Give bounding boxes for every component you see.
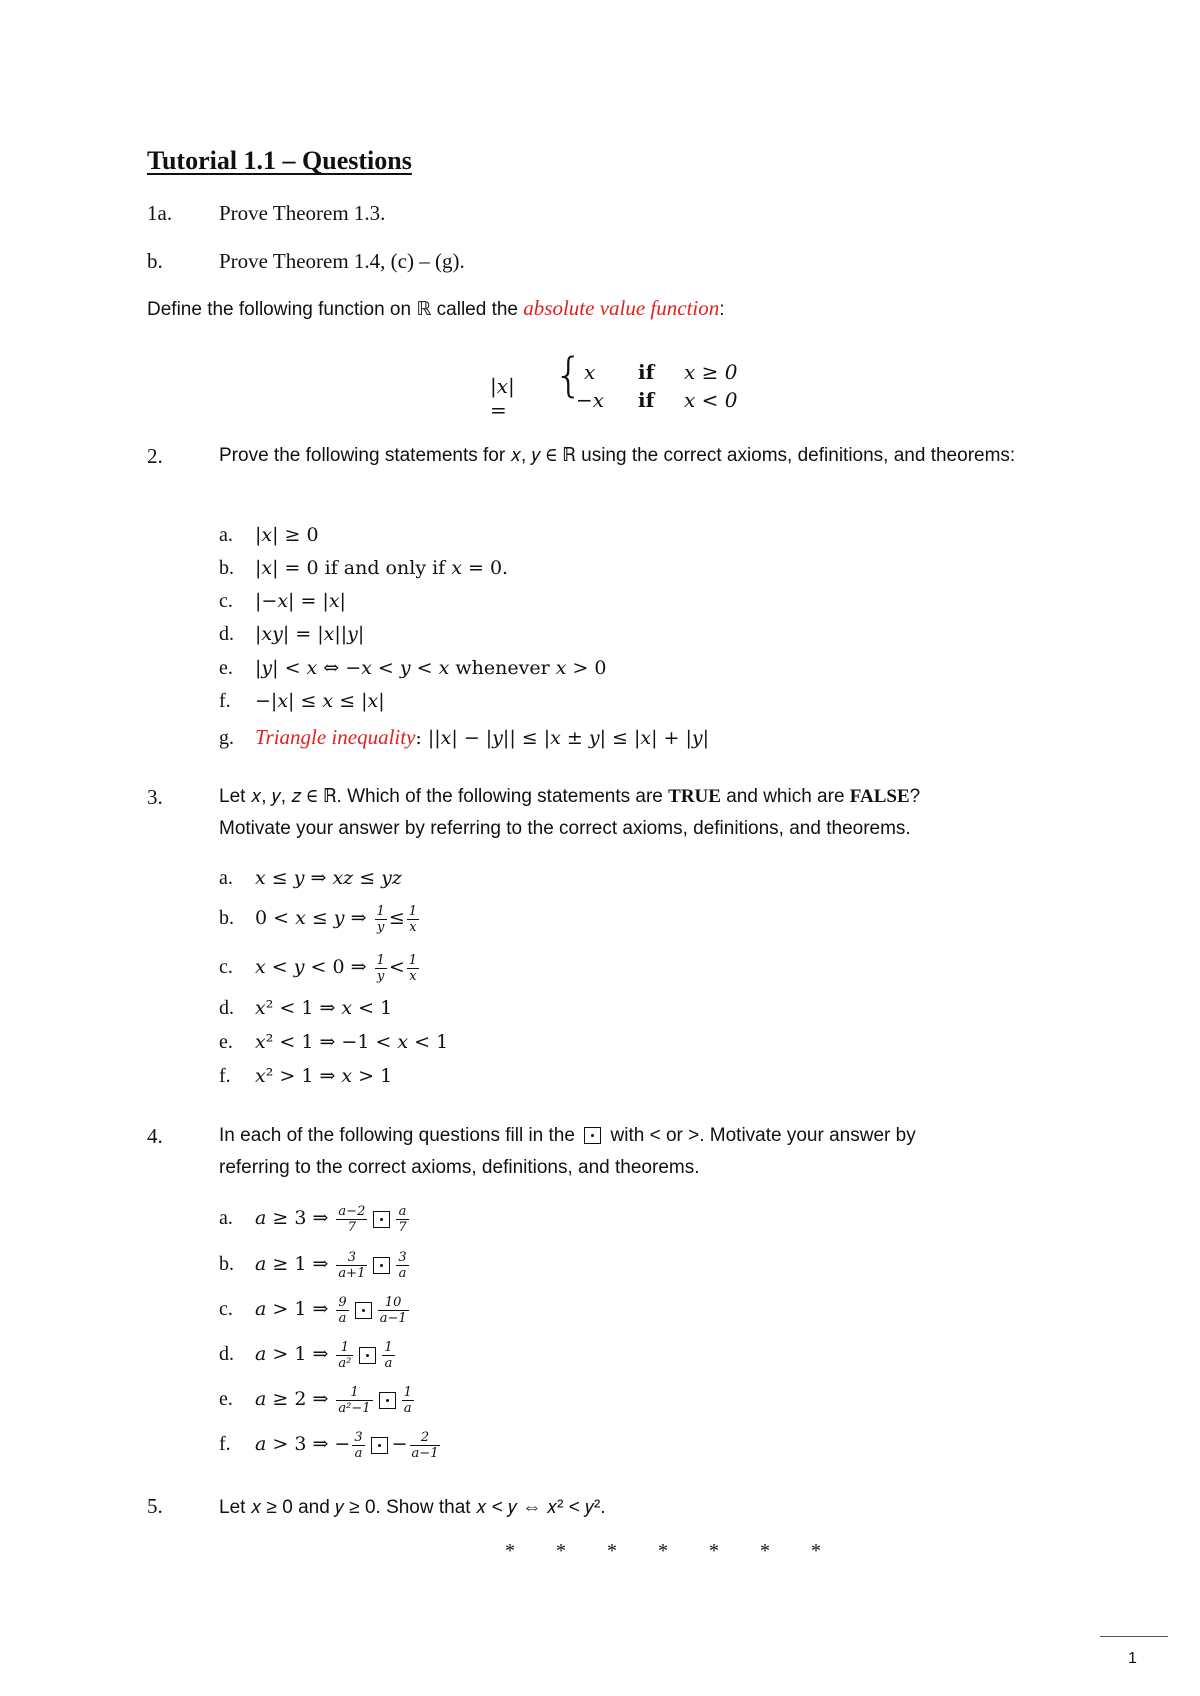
fill-in-box-icon xyxy=(373,1211,390,1228)
q1a-text: Prove Theorem 1.3. xyxy=(219,201,386,225)
abs-lhs: |x| = xyxy=(490,374,515,422)
q2-item-e: e. |𝑦| < 𝑥 ⇔ −𝑥 < 𝑦 < 𝑥 whenever 𝑥 > 0 xyxy=(219,657,607,679)
fill-in-box-icon xyxy=(373,1257,390,1274)
q3-item-e: e. 𝑥² < 1 ⇒ −1 < 𝑥 < 1 xyxy=(219,1031,449,1053)
page-title: Tutorial 1.1 – Questions xyxy=(147,146,412,175)
q5-text: Let 𝑥 ≥ 0 and 𝑦 ≥ 0. Show that 𝑥 < 𝑦 ⇔ 𝑥² < 𝑦². xyxy=(219,1497,606,1518)
q1b-text: Prove Theorem 1.4, (c) – (g). xyxy=(219,249,465,273)
case1-value: x xyxy=(584,360,596,384)
q2-item-a: a. |𝑥| ≥ 0 xyxy=(219,524,319,546)
q2-item-b: b. |𝑥| = 0 if and only if 𝑥 = 0. xyxy=(219,557,509,579)
case2-condition: x < 0 xyxy=(684,388,738,412)
fill-in-box-icon xyxy=(379,1392,396,1409)
fill-in-box-icon xyxy=(359,1347,376,1364)
q3-item-b: b. 0 < 𝑥 ≤ 𝑦 ⇒ $\frac{1}{\text{𝑦}}$ ≤ $\frac{1}{\text{𝑥}}$ xyxy=(219,904,418,935)
fill-in-box-icon xyxy=(584,1127,601,1144)
q2-item-g: g. Triangle inequality: ||𝑥| − |𝑦|| ≤ |𝑥 ± 𝑦| ≤ |𝑥| + |𝑦| xyxy=(219,725,710,749)
q2-text: Prove the following statements for 𝑥, 𝑦 ∈ ℝ using the correct axioms, definitions, and theorems: xyxy=(219,445,1016,466)
q4-item-f: f. 𝑎 > 3 ⇒ − $\frac{3}{\text{𝑎}}$ − $\frac{2}{\text{𝑎−1}}$ xyxy=(219,1430,439,1461)
definition-post: : xyxy=(719,299,725,320)
case1-condition: x ≥ 0 xyxy=(684,360,738,384)
q4-number: 4. xyxy=(147,1124,163,1148)
definition-term: absolute value function xyxy=(523,296,720,320)
footer-divider xyxy=(1100,1636,1168,1637)
q3-text: Let 𝑥, 𝑦, 𝑧 ∈ ℝ. Which of the following statements are TRUE and which are FALSE? Motivate your answer by referring to the correct axioms, definitions, and theorems. xyxy=(219,786,921,839)
q4-text: In each of the following questions fill in the with < or >. Motivate your answer by referring to the correct axioms, definitions, and theorems. xyxy=(219,1125,916,1178)
q2-item-f: f. −|𝑥| ≤ 𝑥 ≤ |𝑥| xyxy=(219,690,385,712)
q1b-number: b. xyxy=(147,249,163,273)
q3-item-a: a. 𝑥 ≤ 𝑦 ⇒ 𝑥𝑧 ≤ 𝑦𝑧 xyxy=(219,867,402,889)
left-brace: { xyxy=(554,348,584,402)
section-end-stars: * * * * * * * xyxy=(505,1540,839,1562)
case1-if: if xyxy=(638,360,655,384)
q2-item-d: d. |𝑥𝑦| = |𝑥||𝑦| xyxy=(219,623,365,645)
q4-item-e: e. 𝑎 ≥ 2 ⇒ $\frac{1}{\text{𝑎²−1}}$ $\frac{1}{\text{𝑎}}$ xyxy=(219,1385,412,1416)
page-number: 1 xyxy=(1128,1650,1137,1667)
case2-value: −x xyxy=(576,388,605,412)
q5-number: 5. xyxy=(147,1494,163,1518)
q3-item-f: f. 𝑥² > 1 ⇒ 𝑥 > 1 xyxy=(219,1065,393,1087)
definition-pre: Define the following function on ℝ called the xyxy=(147,299,524,320)
q3-item-c: c. 𝑥 < 𝑦 < 0 ⇒ $\frac{1}{\text{𝑦}}$ < $\frac{1}{\text{𝑥}}$ xyxy=(219,953,418,984)
q2-number: 2. xyxy=(147,444,163,468)
q3-number: 3. xyxy=(147,785,163,809)
fill-in-box-icon xyxy=(371,1437,388,1454)
q4-item-a: a. 𝑎 ≥ 3 ⇒ $\frac{\text{𝑎−2}}{7}$ $\frac{\text{𝑎}}{7}$ xyxy=(219,1204,407,1235)
q2-item-c: c. |−𝑥| = |𝑥| xyxy=(219,590,346,612)
definition-line xyxy=(147,296,725,321)
q4-item-b: b. 𝑎 ≥ 1 ⇒ $\frac{3}{\text{𝑎+1}}$ $\frac{3}{\text{𝑎}}$ xyxy=(219,1250,407,1281)
q4-item-c: c. 𝑎 > 1 ⇒ $\frac{9}{\text{𝑎}}$ $\frac{10}{\text{𝑎−1}}$ xyxy=(219,1295,407,1326)
triangle-inequality-label: Triangle inequality xyxy=(255,725,416,749)
q1a-number: 1a. xyxy=(147,201,173,225)
fill-in-box-icon xyxy=(355,1302,372,1319)
q4-item-d: d. 𝑎 > 1 ⇒ $\frac{1}{\text{𝑎²}}$ $\frac{1}{\text{𝑎}}$ xyxy=(219,1340,393,1371)
q3-item-d: d. 𝑥² < 1 ⇒ 𝑥 < 1 xyxy=(219,997,393,1019)
case2-if: if xyxy=(638,388,655,412)
